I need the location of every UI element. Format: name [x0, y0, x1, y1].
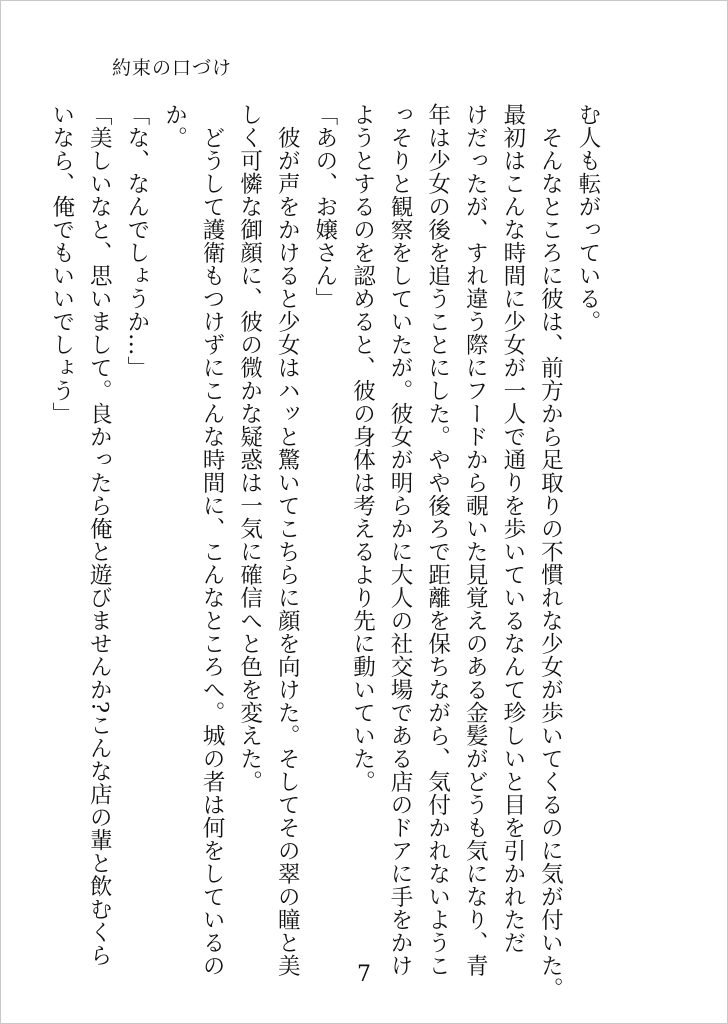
text-line: っそりと観察をしていたが。彼女が明らかに大人の社交場である店のドアに手をかけ	[387, 103, 414, 977]
text-line: 最初はこんな時間に少女が一人で通りを歩いているなんて珍しいと目を引かれただ	[499, 103, 526, 954]
text-line: ようとするのを認めると、彼の身体は考えるより先に動いていた。	[349, 103, 376, 793]
text-line: 彼が声をかけると少女はハッと驚いてこちらに顔を向けた。そしてその翠の瞳と美	[274, 103, 301, 977]
text-line: けだったが、すれ違う際にフードから覗いた見覚えのある金髪がどうも気になり、青	[462, 103, 489, 977]
running-title: 約束の口づけ	[112, 57, 233, 79]
text-line: 年は少女の後を追うことにした。やや後ろで距離を保ちながら、気付かれないようこ	[424, 103, 451, 977]
text-line: む人も転がっている。	[575, 103, 601, 333]
text-line: どうして護衛もつけずにこんな時間に、こんなところへ。城の者は何をしているの	[199, 103, 226, 977]
page-number: 7	[357, 962, 371, 987]
text-line: 「な、なんでしょうか…」	[123, 103, 150, 379]
text-line: しく可憐な御顔に、彼の微かな疑惑は一気に確信へと色を変えた。	[236, 103, 263, 793]
text-line: か。	[161, 103, 188, 149]
text-line: 「美しいなと、思いまして。良かったら俺と遊びませんか?こんな店の輩と飲むくら	[86, 103, 113, 967]
text-line: そんなところに彼は、前方から足取りの不慣れな少女が歩いてくるのに気が付いた。	[537, 103, 564, 1000]
text-line: 「あの、お嬢さん」	[311, 103, 338, 310]
text-line: いなら、俺でもいいでしょう」	[48, 103, 75, 425]
body-text	[48, 103, 606, 1000]
